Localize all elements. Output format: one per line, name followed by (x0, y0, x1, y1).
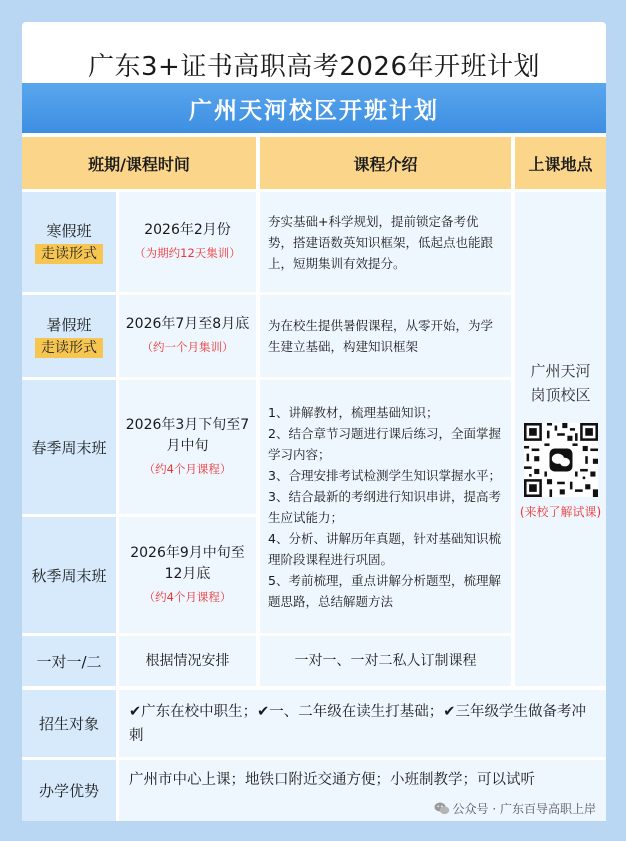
winter-label: 寒假班 (46, 222, 92, 240)
weekend-intro (260, 380, 511, 633)
header-location: 上课地点 (515, 137, 606, 189)
summer-tag: 走读形式 (35, 338, 103, 358)
wechat-icon (434, 802, 450, 815)
spring-note: （约4个月课程） (143, 461, 232, 476)
location-name-line1: 广州天河 (530, 361, 591, 380)
spring-time: 2026年3月下旬至7月中旬 (125, 416, 250, 454)
advantage-text: 广州市中心上课；地铁口附近交通方便；小班制教学；可以试听 (129, 772, 535, 788)
advantage-label: 办学优势 (38, 782, 99, 800)
weekend-intro-item: 4、分析、讲解历年真题，针对基础知识梳理阶段课程进行巩固。 (268, 530, 501, 567)
enrollment-label-cell (22, 690, 116, 757)
row-time-spring (119, 380, 256, 514)
page-title: 广东3+证书高职高考2026年开班计划 (88, 52, 540, 82)
row-intro-summer (260, 295, 511, 377)
summer-time: 2026年7月至8月底 (125, 316, 250, 332)
summer-label: 暑假班 (46, 316, 92, 334)
row-label-spring (22, 380, 116, 514)
row-intro-winter (260, 192, 511, 292)
row-time-summer (119, 295, 256, 377)
location-note: (来校了解试课) (519, 504, 602, 519)
location-cell (515, 192, 606, 686)
row-label-autumn (22, 517, 116, 633)
watermark-text: 公众号 · 广东百导高职上岸 (452, 802, 596, 816)
row-time-private (119, 636, 256, 686)
winter-intro: 夯实基础+科学规划，提前锁定备考优势，搭建语数英知识框架，低起点也能跟上，短期集训有效提分。 (268, 213, 494, 271)
header-intro: 课程介绍 (260, 137, 511, 189)
plan-card (22, 22, 606, 821)
row-label-summer (22, 295, 116, 377)
qr-code-icon[interactable] (524, 423, 598, 497)
watermark (434, 800, 596, 817)
autumn-label: 秋季周末班 (31, 566, 107, 585)
summer-intro: 为在校生提供暑假课程，从零开始，为学生建立基础，构建知识框架 (268, 318, 494, 354)
enrollment-text: ✔广东在校中职生；✔一、二年级在读生打基础；✔三年级学生做备考冲刺 (129, 703, 586, 744)
weekend-intro-item: 3、结合最新的考纲进行知识串讲，提高考生应试能力； (268, 488, 501, 525)
private-time: 根据情况安排 (145, 652, 230, 669)
location-name-line2: 岗顶校区 (530, 385, 591, 404)
weekend-intro-item: 2、结合章节习题进行课后练习，全面掌握学习内容； (268, 425, 501, 462)
enrollment-text-cell (119, 690, 606, 757)
row-time-winter (119, 192, 256, 292)
winter-note: （为期约12天集训） (134, 246, 241, 260)
row-label-winter (22, 192, 116, 292)
autumn-note: （约4个月课程） (143, 589, 232, 604)
row-intro-private (260, 636, 511, 686)
spring-label: 春季周末班 (31, 438, 107, 457)
winter-time: 2026年2月份 (144, 222, 231, 238)
private-label: 一对一/二 (36, 652, 102, 671)
enrollment-label: 招生对象 (38, 715, 99, 733)
private-intro: 一对一、一对二私人订制课程 (294, 652, 477, 669)
header-time: 班期/课程时间 (22, 137, 256, 189)
autumn-time: 2026年9月中旬至12月底 (130, 544, 245, 582)
weekend-intro-item: 3、合理安排考试检测学生知识掌握水平； (268, 467, 501, 483)
row-time-autumn (119, 517, 256, 633)
summer-note: （约一个月集训） (141, 340, 234, 354)
row-label-private (22, 636, 116, 686)
weekend-intro-item: 5、考前梳理，重点讲解分析题型，梳理解题思路，总结解题方法 (268, 572, 501, 609)
campus-banner: 广州天河校区开班计划 (22, 83, 606, 133)
winter-tag: 走读形式 (35, 244, 103, 264)
advantage-label-cell (22, 760, 116, 821)
weekend-intro-item: 1、讲解教材，梳理基础知识； (268, 404, 439, 420)
